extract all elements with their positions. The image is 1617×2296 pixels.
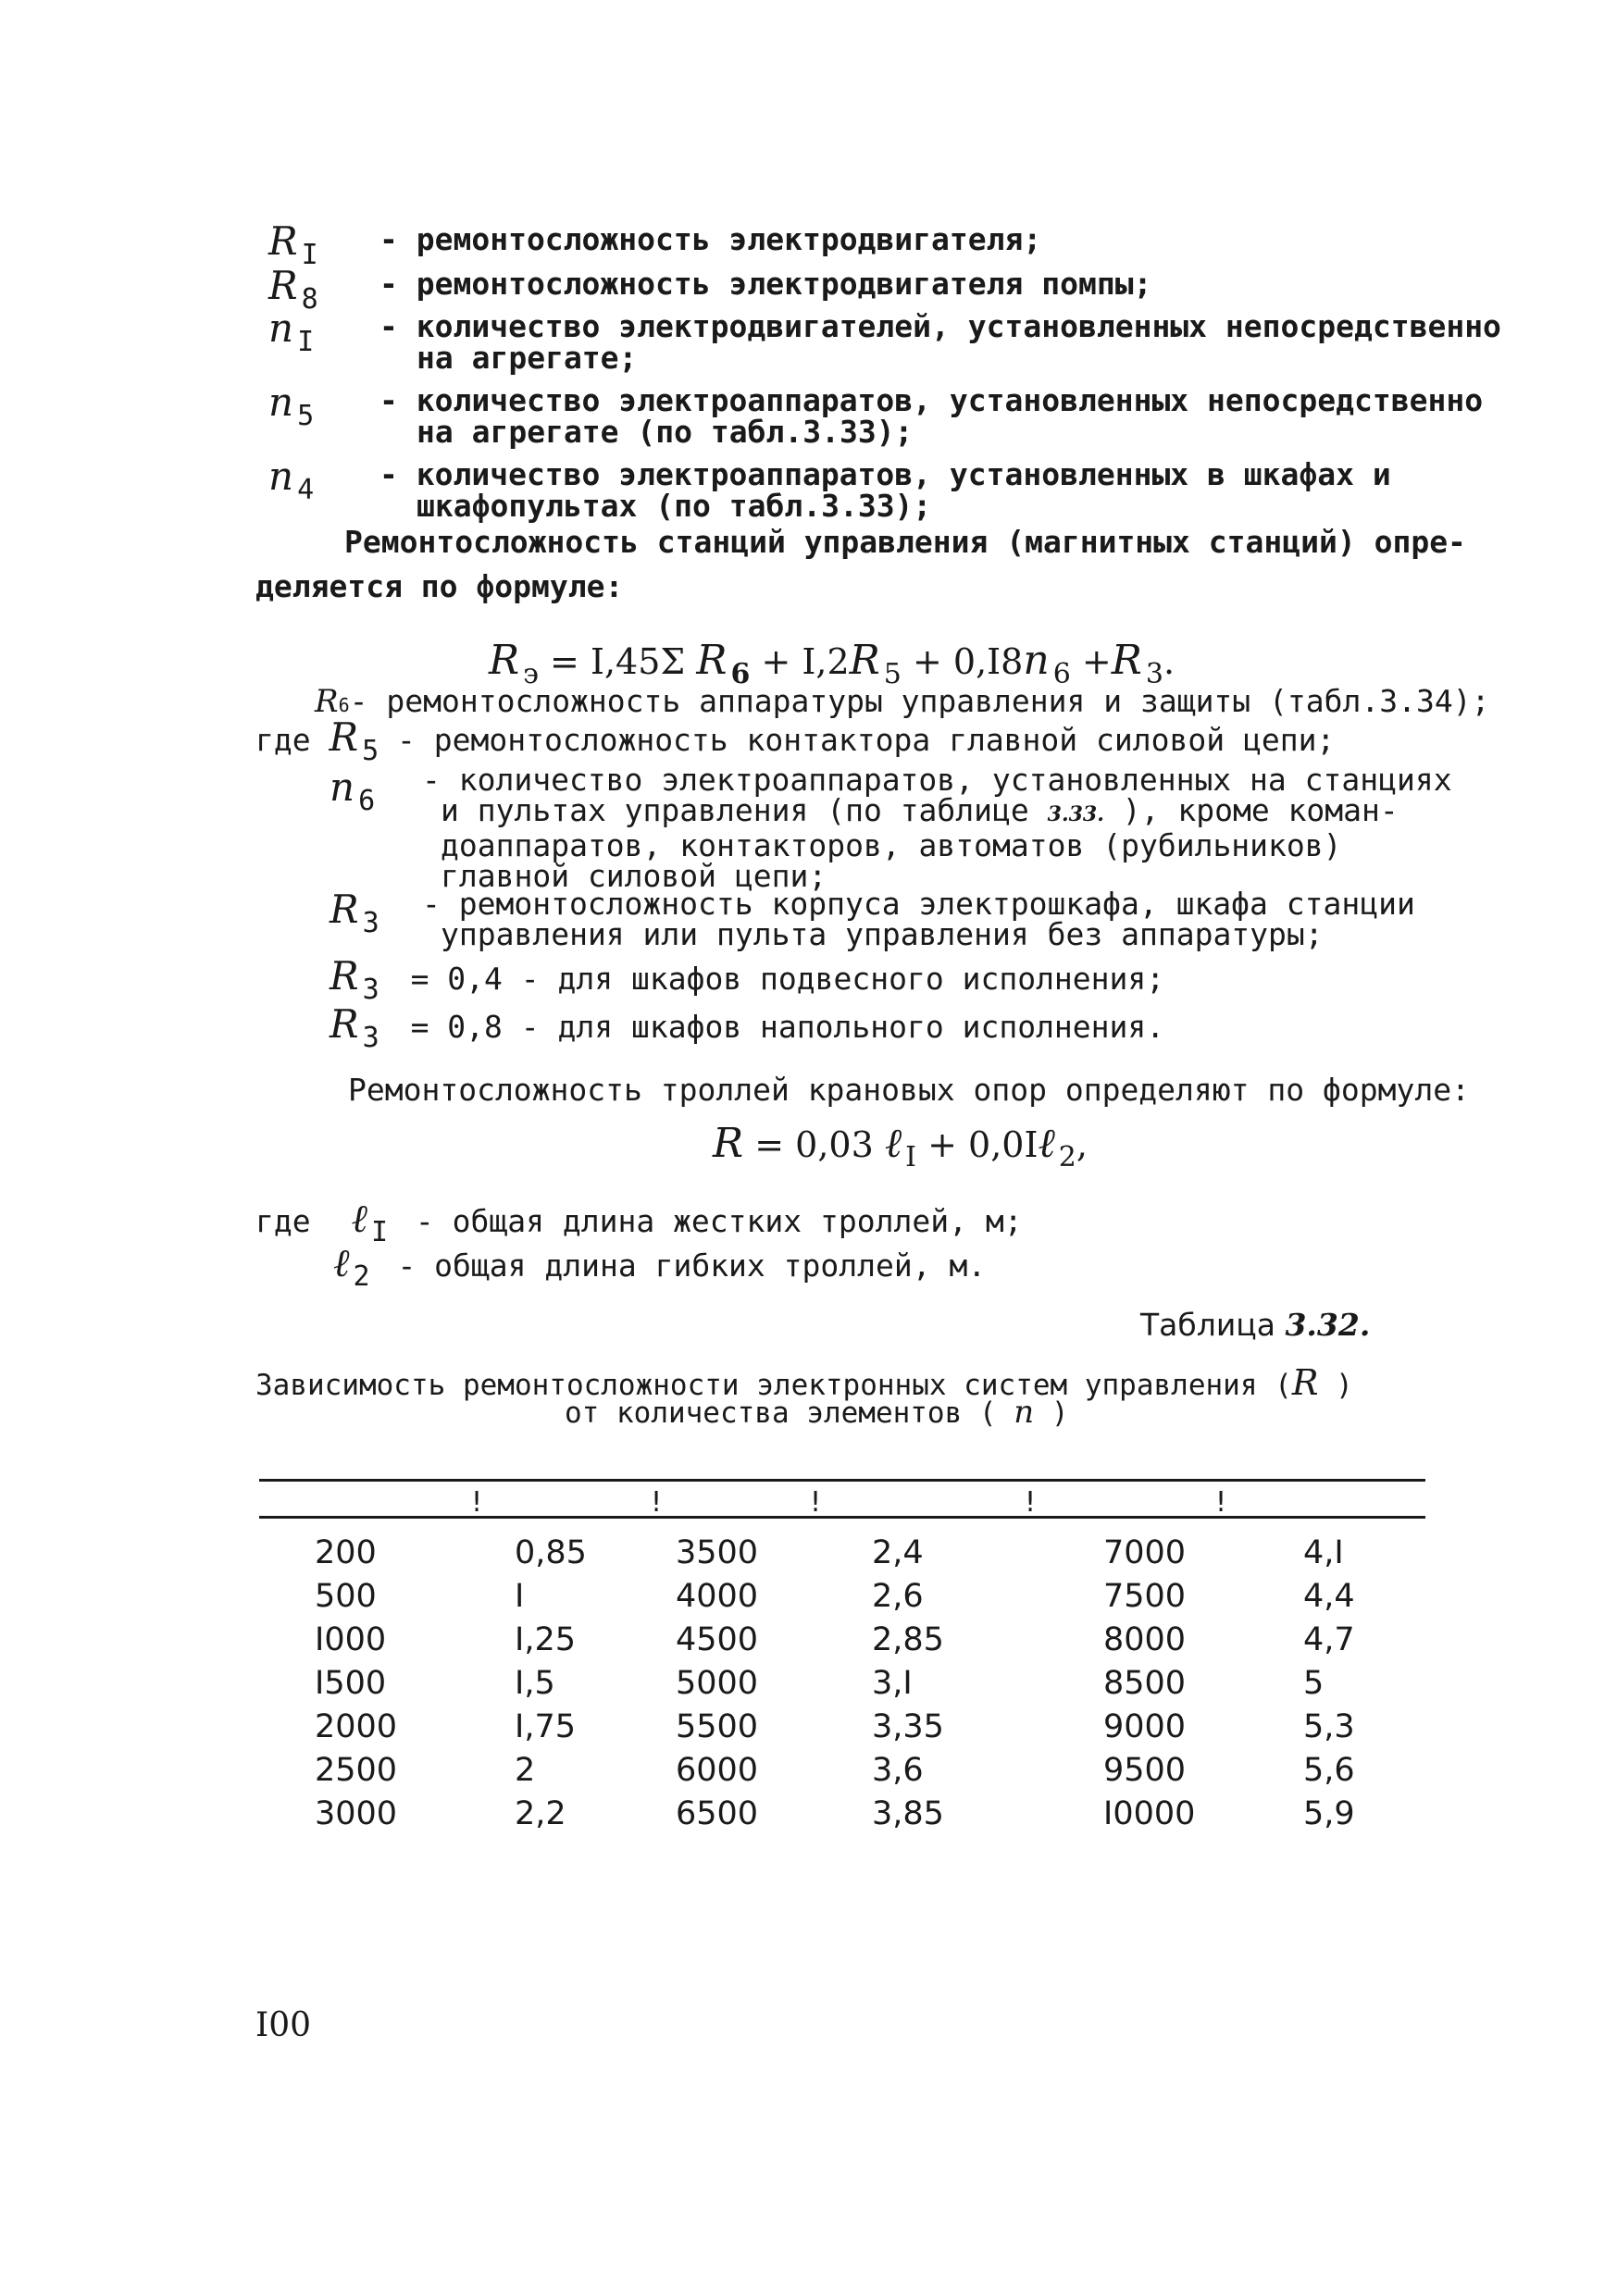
- header-divider-mark: !: [648, 1486, 665, 1519]
- cell-elements-count: 200: [315, 1534, 377, 1571]
- header-divider-mark: !: [1022, 1486, 1039, 1519]
- cell-repair-complexity: I: [515, 1578, 525, 1615]
- cell-repair-complexity: 3,I: [872, 1665, 913, 1702]
- cell-repair-complexity: 2,4: [872, 1534, 924, 1571]
- formula-trolley: R = 0,03 ℓ $_I$ + 0,0Iℓ $_2$,: [713, 1120, 1088, 1173]
- cell-repair-complexity: 5: [1303, 1665, 1325, 1702]
- cell-repair-complexity: 3,6: [872, 1752, 924, 1789]
- r3-value-floor: R 3 = 0,8 - для шкафов напольного исполнения.: [330, 1001, 1165, 1054]
- r3-value-hanging: R 3 = 0,4 - для шкафов подвесного исполнения;: [330, 953, 1165, 1006]
- cell-elements-count: 6000: [676, 1752, 759, 1789]
- definition-n6-text: - количество электроаппаратов, установленных на станциях и пультах управления (по таблице 3.33. ), кроме коман- доаппаратов, контакторов, автоматов (рубильников) главной силовой цепи;: [422, 762, 1452, 894]
- cell-elements-count: 2500: [315, 1752, 398, 1789]
- header-divider-mark: !: [468, 1486, 486, 1519]
- cell-repair-complexity: 3,85: [872, 1795, 944, 1832]
- header-divider-mark: !: [1213, 1486, 1230, 1519]
- paragraph-trolley: Ремонтосложность троллей крановых опор определяют по формуле:: [348, 1072, 1470, 1108]
- cell-repair-complexity: 4,7: [1303, 1621, 1355, 1658]
- definition-r3-text: - ремонтосложность корпуса электрошкафа, шкафа станции управления или пульта управления без аппаратуры;: [422, 886, 1415, 952]
- definition-r6: R6- ремонтосложность аппаратуры управления и защиты (табл.3.34);: [315, 683, 1490, 720]
- cell-elements-count: I000: [315, 1621, 387, 1658]
- cell-repair-complexity: 5,9: [1303, 1795, 1355, 1832]
- definition-r5: где R 5 - ремонтосложность контактора главной силовой цепи;: [255, 714, 1336, 767]
- definition-text: - ремонтосложность электродвигателя;: [379, 221, 1042, 257]
- cell-elements-count: 8000: [1103, 1621, 1187, 1658]
- cell-repair-complexity: 0,85: [515, 1534, 587, 1571]
- cell-repair-complexity: I,75: [515, 1708, 576, 1745]
- trolley-def-rigid: где ℓ I - общая длина жестких троллей, м;: [255, 1196, 1023, 1248]
- formula-station: R $_э$ = I,45Σ R $_6$ + I,2R $_5$ + 0,I8n $_6$ +R $_3$.: [489, 637, 1175, 690]
- cell-repair-complexity: 2,6: [872, 1578, 924, 1615]
- cell-repair-complexity: 2: [515, 1752, 536, 1789]
- table-label: Таблица 3.32.: [1140, 1307, 1371, 1343]
- cell-elements-count: 8500: [1103, 1665, 1187, 1702]
- cell-elements-count: 3000: [315, 1795, 398, 1832]
- cell-elements-count: 7500: [1103, 1578, 1187, 1615]
- cell-elements-count: I0000: [1103, 1795, 1196, 1832]
- cell-repair-complexity: 4,4: [1303, 1578, 1355, 1615]
- definition-symbol: R I: [268, 218, 318, 271]
- cell-repair-complexity: 5,3: [1303, 1708, 1355, 1745]
- header-divider-mark: !: [807, 1486, 825, 1519]
- definition-r3-symbol: R 3: [330, 887, 379, 939]
- table-title-line-2: от количества элементов ( n ): [565, 1394, 1069, 1431]
- cell-repair-complexity: I,25: [515, 1621, 576, 1658]
- cell-repair-complexity: 2,2: [515, 1795, 566, 1832]
- cell-elements-count: 7000: [1103, 1534, 1187, 1571]
- paragraph-line: деляется по формуле:: [255, 568, 624, 604]
- definition-text: - количество электродвигателей, установленных непосредственно на агрегате;: [379, 308, 1501, 376]
- cell-elements-count: 6500: [676, 1795, 759, 1832]
- cell-elements-count: 500: [315, 1578, 377, 1615]
- cell-elements-count: 4000: [676, 1578, 759, 1615]
- cell-repair-complexity: I,5: [515, 1665, 555, 1702]
- definition-symbol: n I: [268, 305, 315, 358]
- cell-repair-complexity: 5,6: [1303, 1752, 1355, 1789]
- cell-repair-complexity: 3,35: [872, 1708, 944, 1745]
- paragraph-line: Ремонтосложность станций управления (магнитных станций) опре-: [344, 524, 1466, 560]
- definition-n6-symbol: n 6: [330, 764, 376, 817]
- cell-repair-complexity: 2,85: [872, 1621, 944, 1658]
- definition-text: - ремонтосложность электродвигателя помпы;: [379, 266, 1152, 302]
- definition-text: - количество электроаппаратов, установленных непосредственно на агрегате (по табл.3.33);: [379, 382, 1484, 450]
- definition-symbol: n 5: [268, 379, 315, 432]
- cell-elements-count: 3500: [676, 1534, 759, 1571]
- cell-elements-count: 5000: [676, 1665, 759, 1702]
- definition-symbol: R 8: [268, 263, 318, 316]
- table-title-line-1: Зависимость ремонтосложности электронных систем управления (R ): [255, 1362, 1353, 1403]
- cell-elements-count: I500: [315, 1665, 387, 1702]
- cell-elements-count: 9000: [1103, 1708, 1187, 1745]
- cell-elements-count: 9500: [1103, 1752, 1187, 1789]
- cell-elements-count: 2000: [315, 1708, 398, 1745]
- cell-repair-complexity: 4,I: [1303, 1534, 1344, 1571]
- cell-elements-count: 4500: [676, 1621, 759, 1658]
- trolley-def-flexible: ℓ 2 - общая длина гибких троллей, м.: [333, 1240, 987, 1293]
- page-number: I00: [255, 2006, 312, 2044]
- definition-symbol: n 4: [268, 453, 315, 506]
- table-rule-top: [259, 1479, 1425, 1482]
- definition-text: - количество электроаппаратов, установленных в шкафах и шкафопультах (по табл.3.33);: [379, 456, 1391, 524]
- cell-elements-count: 5500: [676, 1708, 759, 1745]
- table-rule-header: [259, 1516, 1425, 1519]
